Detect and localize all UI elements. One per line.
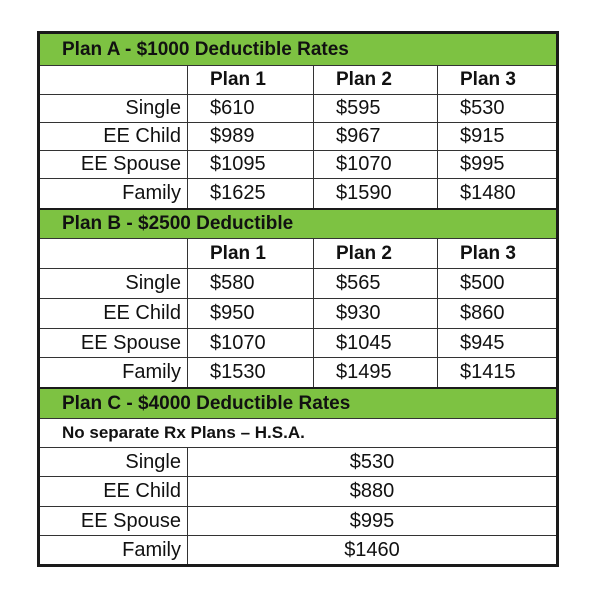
row-label: EE Child [40, 123, 188, 150]
row-label: Single [40, 448, 188, 476]
table-row [40, 358, 556, 387]
rate-cell: $967 [314, 123, 438, 150]
rate-cell: $995 [349, 509, 395, 532]
rate-cell: $915 [460, 125, 505, 147]
rate-cell: $930 [314, 299, 438, 328]
rate-cell: $1070 [314, 151, 438, 178]
rate-cell: $530 [349, 450, 395, 473]
rate-cell: $950 [188, 299, 314, 328]
rate-cell: $1495 [314, 358, 438, 387]
rates-table [37, 31, 559, 567]
rate-cell: $1590 [314, 179, 438, 208]
row-label: EE Child [40, 477, 188, 506]
plan-a-title [40, 34, 556, 66]
plan-b-title-text: Plan B - $2500 Deductible [62, 213, 294, 234]
plan-b-header-plan-2: Plan 2 [314, 239, 438, 268]
plan-b-header-row [40, 239, 556, 269]
row-label: EE Spouse [40, 507, 188, 535]
rate-cell: $1530 [188, 358, 314, 387]
plan-c-subtitle-text: No separate Rx Plans – H.S.A. [62, 423, 305, 442]
row-label: EE Spouse [40, 329, 188, 357]
plan-a-header-plan-3: Plan 3 [460, 69, 516, 90]
table-row [40, 448, 556, 477]
plan-a-header-plan-2: Plan 2 [314, 66, 438, 94]
row-label: Single [40, 95, 188, 122]
row-label: Family [40, 358, 188, 387]
plan-a-title-text: Plan A - $1000 Deductible Rates [62, 38, 349, 60]
plan-b-header-plan-1: Plan 1 [188, 239, 314, 268]
row-label: EE Spouse [40, 151, 188, 178]
table-row [40, 179, 556, 208]
plan-b-title [40, 208, 556, 239]
table-row [40, 151, 556, 179]
table-row [40, 299, 556, 329]
rate-cell: $880 [349, 480, 395, 502]
rate-cell: $860 [460, 302, 505, 324]
table-row [40, 507, 556, 536]
rate-cell: $1095 [188, 151, 314, 178]
rate-cell: $530 [460, 97, 505, 119]
rate-cell: $595 [314, 95, 438, 122]
rate-cell: $1415 [460, 361, 516, 383]
rate-cell: $1625 [188, 179, 314, 208]
table-row [40, 123, 556, 151]
rate-cell: $1045 [314, 329, 438, 357]
rate-cell: $995 [460, 153, 505, 175]
rate-cell: $989 [188, 123, 314, 150]
row-label: EE Child [40, 299, 188, 328]
table-row [40, 95, 556, 123]
table-row [40, 477, 556, 507]
rate-cell: $610 [188, 95, 314, 122]
plan-a-header-row [40, 66, 556, 95]
rate-cell: $500 [460, 272, 505, 294]
rate-cell: $945 [460, 331, 505, 354]
header-blank-cell [40, 66, 188, 94]
header-blank-cell [40, 239, 188, 268]
rate-cell: $1070 [188, 329, 314, 357]
rate-cell: $565 [314, 269, 438, 298]
plan-c-title-text: Plan C - $4000 Deductible Rates [62, 392, 351, 414]
table-row [40, 329, 556, 358]
row-label: Family [40, 179, 188, 208]
plan-c-title [40, 387, 556, 419]
rate-cell: $1480 [460, 182, 516, 204]
table-row [40, 269, 556, 299]
plan-b-header-plan-3: Plan 3 [460, 242, 516, 264]
plan-c-subtitle [40, 419, 556, 448]
table-row [40, 536, 556, 564]
row-label: Single [40, 269, 188, 298]
row-label: Family [40, 536, 188, 564]
rate-cell: $1460 [344, 538, 400, 561]
rate-cell: $580 [188, 269, 314, 298]
plan-a-header-plan-1: Plan 1 [188, 66, 314, 94]
